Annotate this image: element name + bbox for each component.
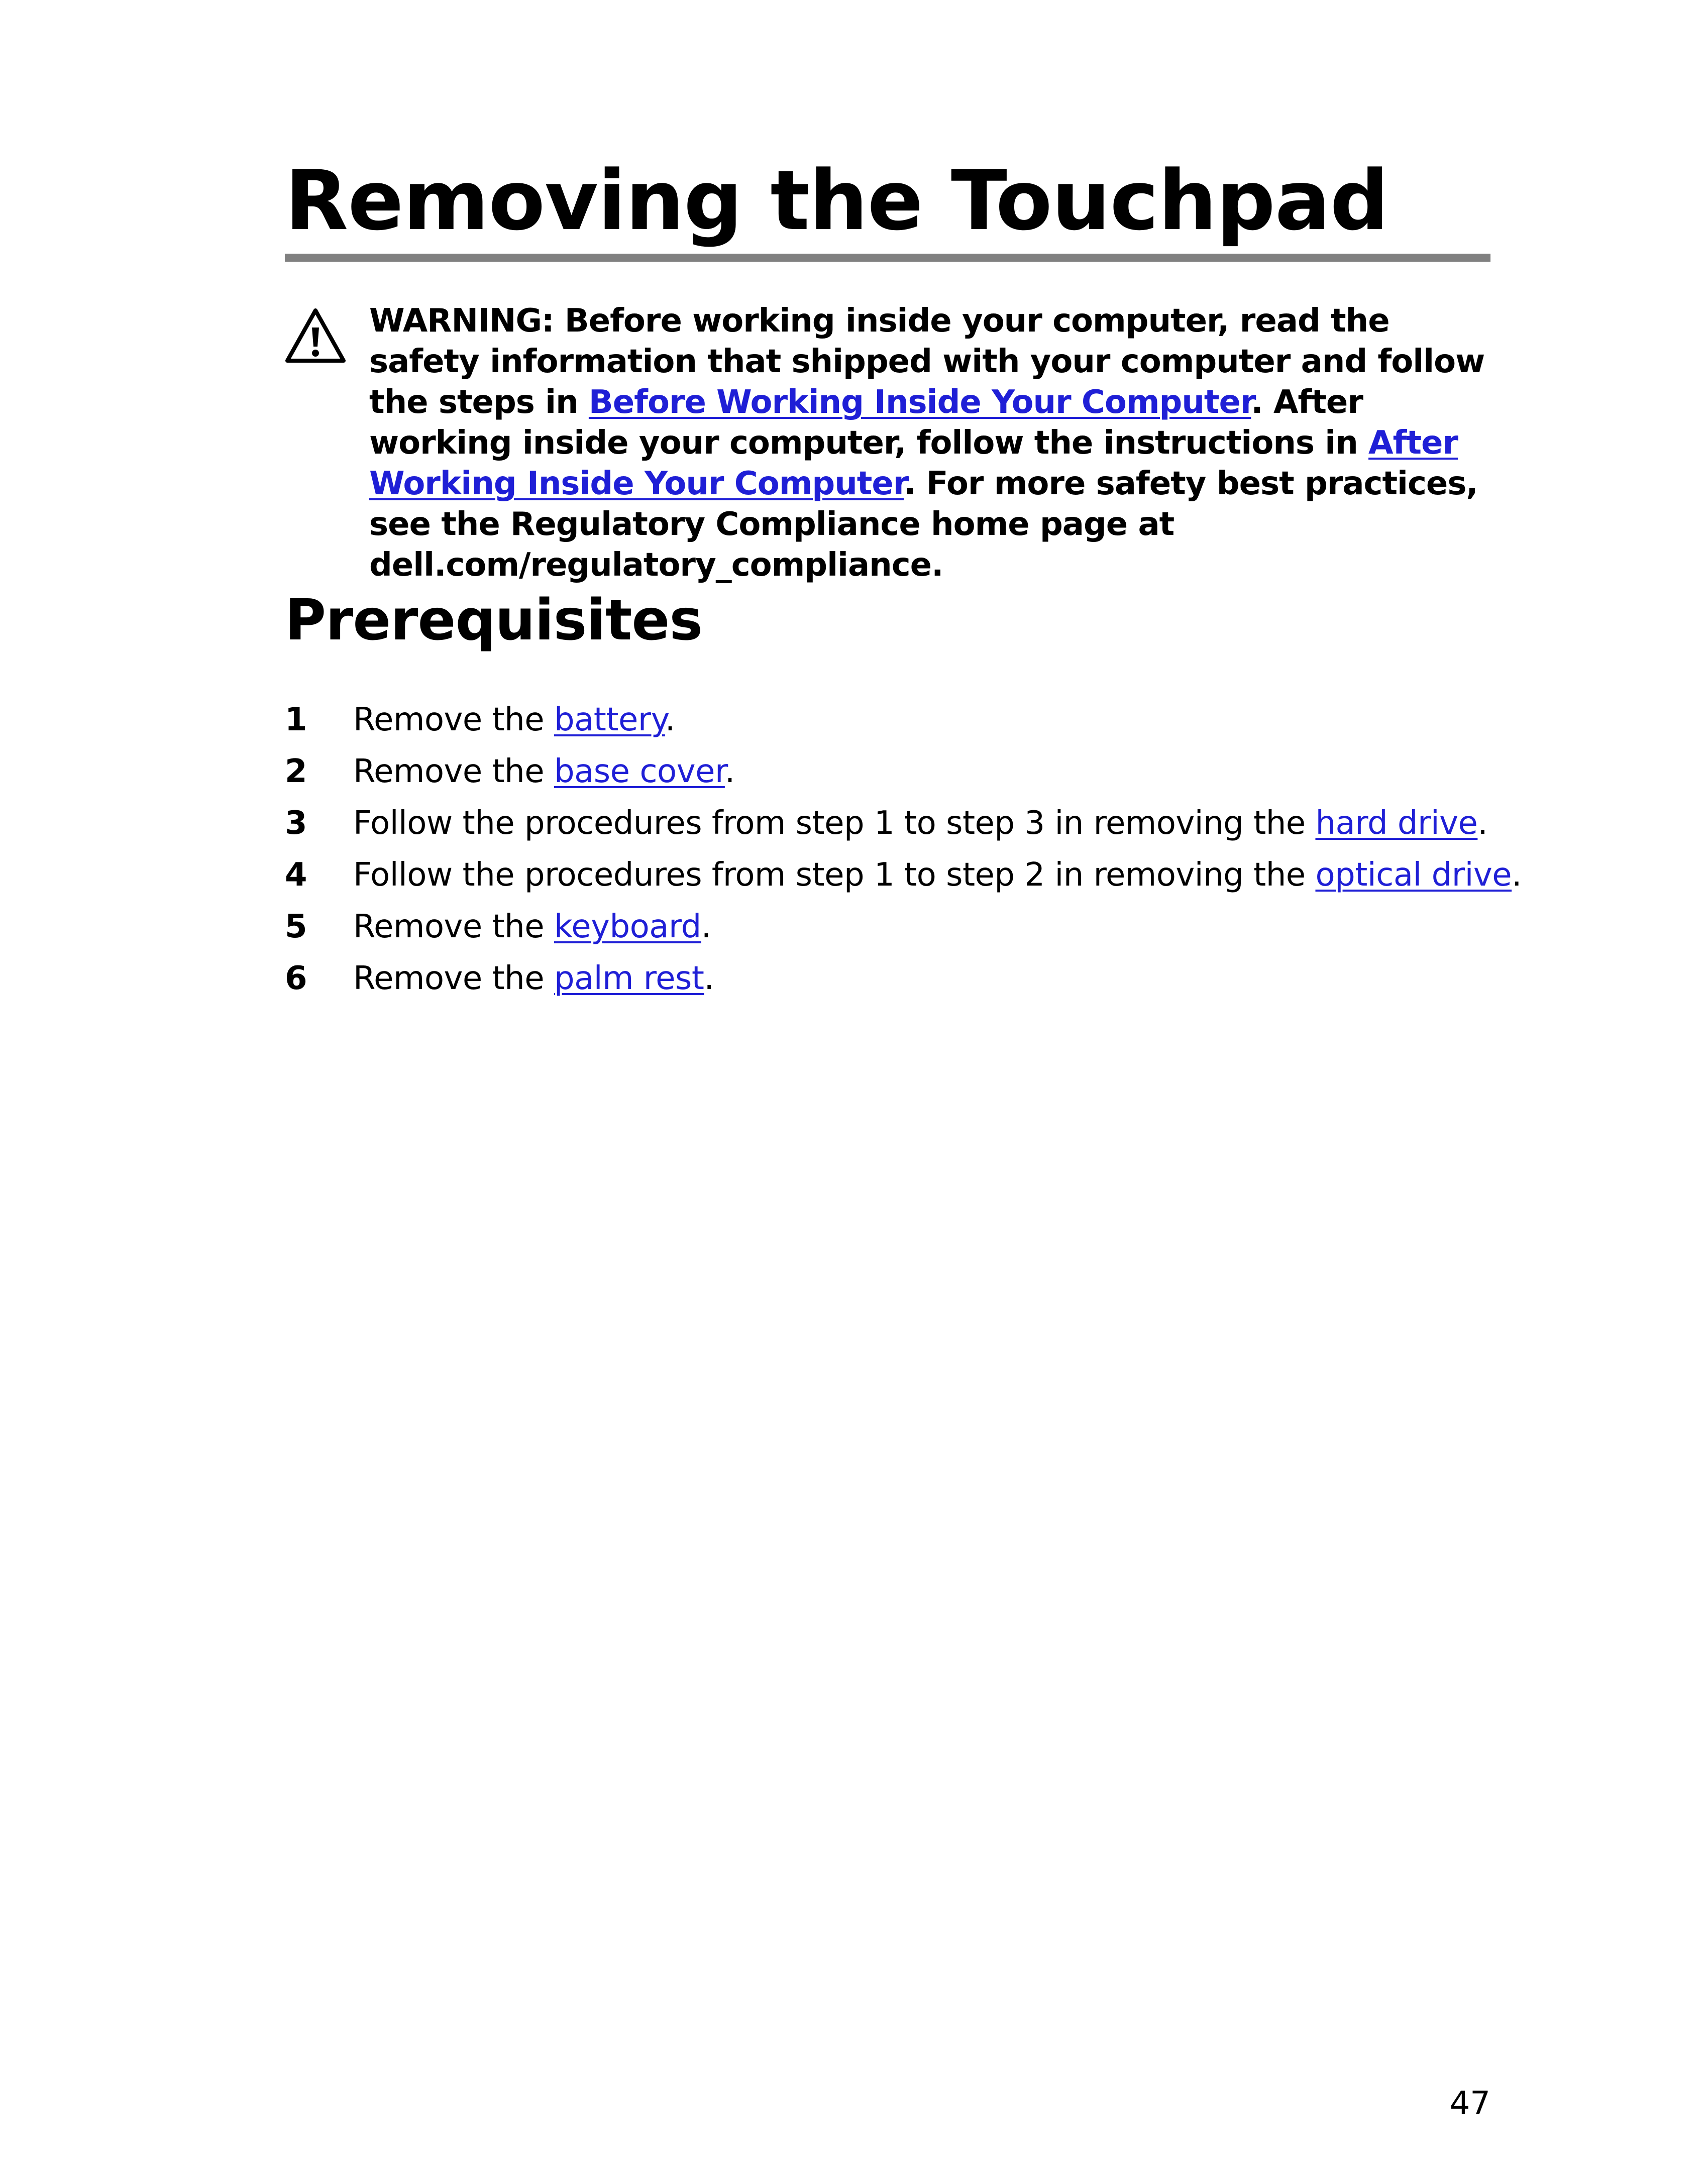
prerequisites-list — [285, 694, 1522, 1005]
optical-drive-link[interactable]: optical drive — [1315, 856, 1512, 894]
prerequisite-step — [285, 694, 1516, 746]
base-cover-link[interactable]: base cover — [554, 753, 725, 790]
palm-rest-link[interactable]: palm rest — [554, 960, 704, 997]
step-text: Remove the battery. — [353, 701, 675, 738]
step-number: 5 — [285, 908, 307, 945]
page-number: 47 — [1449, 2085, 1490, 2122]
warning-text-1: Before working inside your computer, read the safety information that shipped with your computer and follow the steps in — [369, 302, 1485, 421]
prerequisite-step — [285, 746, 1516, 798]
step-text: Remove the base cover. — [353, 753, 735, 790]
hard-drive-link[interactable]: hard drive — [1315, 805, 1478, 842]
after-working-link[interactable]: After Working Inside Your Computer — [369, 424, 1458, 502]
prerequisite-step — [285, 798, 1516, 849]
step-number: 3 — [285, 805, 307, 842]
warning-label: WARNING: — [369, 302, 554, 340]
warning-text-2: . After working inside your computer, follow the instructions in — [369, 384, 1369, 462]
warning-text-3: . For more safety best practices, see the Regulatory Compliance home page at dell.com/regulatory_compliance. — [369, 465, 1478, 584]
page-title: Removing the Touchpad — [285, 153, 1389, 249]
prerequisites-heading: Prerequisites — [285, 588, 702, 653]
step-text: Follow the procedures from step 1 to step 2 in removing the optical drive. — [353, 856, 1522, 894]
warning-notice — [369, 301, 1500, 586]
before-working-link[interactable]: Before Working Inside Your Computer — [588, 384, 1251, 421]
step-number: 1 — [285, 701, 307, 738]
step-number: 6 — [285, 960, 307, 997]
keyboard-link[interactable]: keyboard — [554, 908, 701, 945]
step-text: Remove the keyboard. — [353, 908, 711, 945]
prerequisite-step — [285, 901, 1516, 953]
title-rule — [285, 254, 1490, 262]
battery-link[interactable]: battery — [554, 701, 665, 738]
step-number: 4 — [285, 856, 307, 894]
prerequisite-step — [285, 953, 1516, 1005]
step-text: Remove the palm rest. — [353, 960, 714, 997]
step-text: Follow the procedures from step 1 to step 3 in removing the hard drive. — [353, 805, 1488, 842]
warning-triangle-icon — [284, 307, 347, 364]
step-number: 2 — [285, 753, 307, 790]
prerequisite-step — [285, 849, 1522, 901]
